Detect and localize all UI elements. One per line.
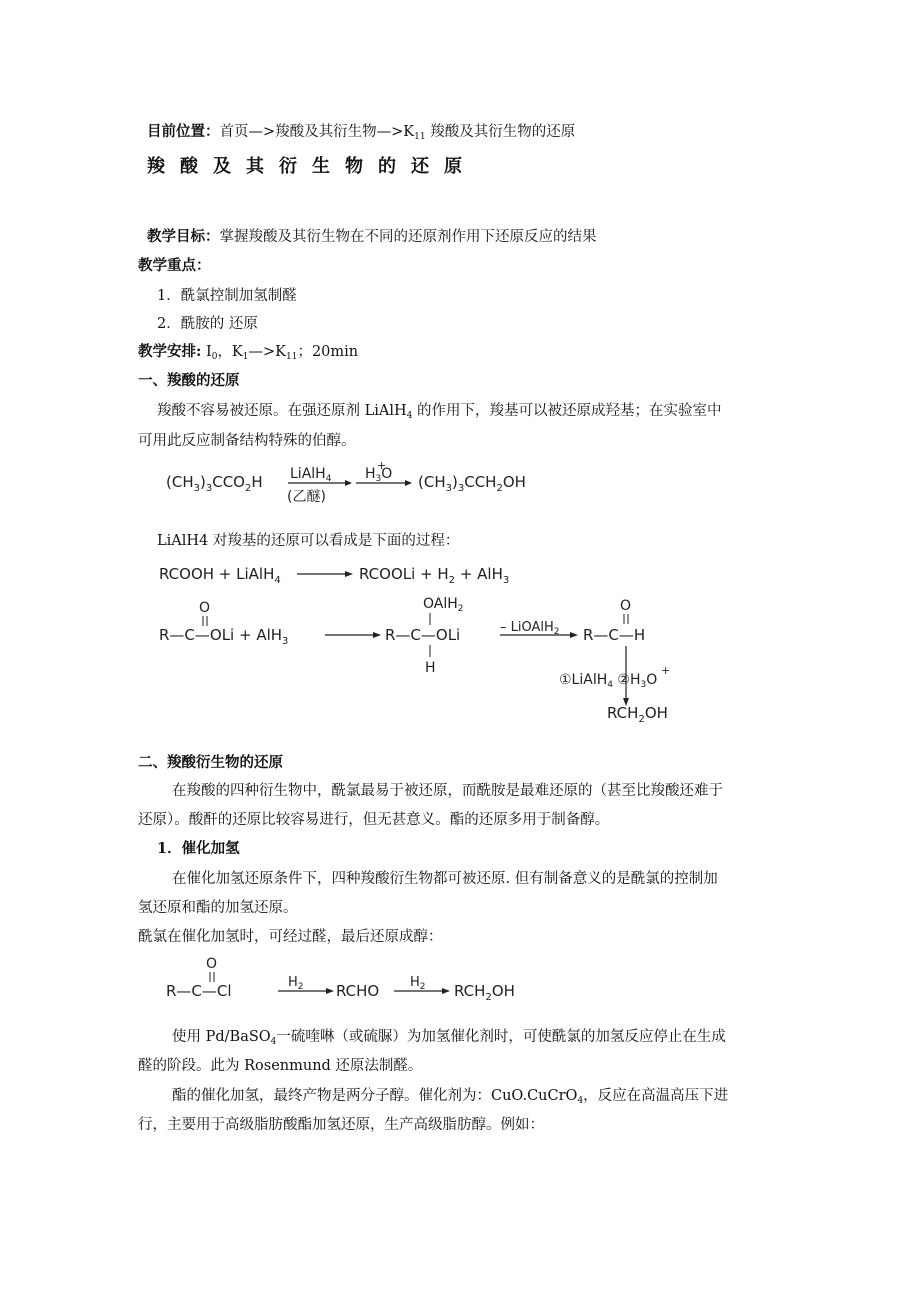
breadcrumb-sub: 11 (414, 132, 426, 142)
eq3-oalh2: OAlH$_2$ (423, 596, 464, 614)
section1-heading: 一、羧酸的还原 (138, 372, 240, 389)
section2-para5-a: 酯的催化加氢，最终产物是两分子醇。催化剂为：CuO.CuCrO (172, 1088, 578, 1104)
eq3-oxygen-1: O (199, 600, 211, 616)
eq3-reagents: ①LiAlH$_4$ $②H_3O$ (559, 672, 658, 690)
eq1-reagent2: $H_3O$ (365, 466, 393, 484)
eq2-products: RCOOLi + $H_2 + AlH_3$ (359, 565, 510, 586)
eq3-oxygen-2: O (620, 598, 632, 614)
section1-paragraph-line2: 可用此反应制备结构特殊的伯醇。 (138, 433, 356, 449)
eq4-h2-1: $H_2$ (288, 975, 304, 992)
breadcrumb-path: 首页—>羧酸及其衍生物—>K (219, 124, 415, 140)
eq3-final: $RCH_2OH$ (607, 704, 668, 725)
schedule-k1-sub: 1 (242, 352, 249, 362)
eq3-aldehyde: R—C—H (583, 626, 646, 644)
breadcrumb (147, 120, 575, 142)
equation-2 (155, 558, 535, 590)
section2-para3: 酰氯在催化加氢时，可经过醛，最后还原成醇： (138, 929, 443, 945)
section2-para4-sub: 4 (270, 1037, 277, 1047)
schedule-k1: ，K (217, 344, 243, 360)
eq4-h2-2: $H_2$ (410, 975, 426, 992)
eq4-aldehyde: RCHO (336, 982, 380, 1000)
eq3-intermediate: R—C—OLi (385, 626, 461, 644)
section2-para5-sub: 4 (577, 1096, 584, 1106)
eq3-elimination: – LiOAlH$_2$ (500, 620, 560, 637)
mechanism-intro: LiAlH4 对羧基的还原可以看成是下面的过程： (157, 533, 460, 549)
section2-para5-b: ，反应在高温高压下进 (583, 1088, 729, 1104)
section2-para1-line1: 在羧酸的四种衍生物中，酰氯最易于被还原，而酰胺是最难还原的（甚至比羧酸还难于 (172, 783, 723, 799)
eq4-reactant: R—C—Cl (166, 982, 232, 1000)
eq2-reactants: RCOOH + LiAlH$_4$ (159, 565, 281, 586)
page-title: 羧酸及其衍生物的还原 (147, 156, 477, 177)
eq1-condition: (乙醚) (287, 489, 326, 505)
section2-para4-b: 一硫喹啉（或硫脲）为加氢催化剂时，可使酰氯的加氢反应停止在生成 (276, 1029, 726, 1045)
section2-para2-line1: 在催化加氢还原条件下，四种羧酸衍生物都可被还原. 但有制备意义的是酰氯的控制加 (172, 871, 718, 887)
section2-heading: 二、羧酸衍生物的还原 (138, 754, 283, 771)
key-point-item: 2．酰胺的 还原 (157, 316, 258, 332)
eq1-reagent1: LiAlH$_4$ (290, 466, 332, 484)
eq1-reactant: $(CH_3)_3CCO_2H$ (166, 473, 263, 494)
schedule-i-sub: 0 (211, 352, 218, 362)
section2-subheading: 1．催化加氢 (157, 840, 240, 857)
key-point-item: 1．酰氯控制加氢制醛 (157, 288, 297, 304)
section2-para2-line2: 氢还原和酯的加氢还原。 (138, 900, 298, 916)
section2-para1-line2: 还原）。酸酐的还原比较容易进行，但无甚意义。酯的还原多用于制备醇。 (138, 812, 610, 828)
objectives-label: 教学目标： (147, 228, 220, 245)
breadcrumb-tail: 羧酸及其衍生物的还原 (425, 124, 576, 140)
section1-para-b: 的作用下，羧基可以被还原成羟基；在实验室中 (412, 403, 722, 419)
schedule-arrow: —>K (248, 344, 286, 360)
section1-para-sub: 4 (406, 411, 413, 421)
key-points-label: 教学重点： (138, 257, 211, 274)
schedule-label: 教学安排: (138, 343, 202, 360)
eq3-h: H (425, 660, 436, 676)
eq1-plus: + (377, 460, 387, 472)
section2-para5-line2: 行，主要用于高级脂肪酸酯加氢还原，生产高级脂肪醇。例如： (138, 1117, 544, 1133)
eq3-plus: + (661, 664, 671, 677)
eq1-product: $(CH_3)_3CCH_2OH$ (418, 473, 526, 494)
schedule-i: I (205, 344, 212, 360)
section1-para-a: 羧酸不容易被还原。在强还原剂 LiAlH (157, 403, 407, 419)
objectives (147, 222, 597, 252)
schedule-time: ；20min (297, 344, 359, 360)
schedule-k2-sub: 11 (286, 352, 298, 362)
eq4-oxygen: O (206, 956, 218, 972)
equation-3 (155, 588, 715, 728)
eq3-step1: R—C—OLi + AlH$_3$ (159, 626, 289, 647)
section2-para4-line2: 醛的阶段。此为 Rosenmund 还原法制醛。 (138, 1058, 423, 1074)
objectives-text: 掌握羧酸及其衍生物在不同的还原剂作用下还原反应的结果 (219, 229, 597, 245)
section2-para4-a: 使用 Pd/BaSO (172, 1029, 271, 1045)
equation-1 (160, 460, 560, 510)
equation-4 (160, 950, 550, 1010)
eq4-alcohol: $RCH_2OH$ (454, 982, 515, 1003)
breadcrumb-label: 目前位置： (147, 123, 220, 140)
